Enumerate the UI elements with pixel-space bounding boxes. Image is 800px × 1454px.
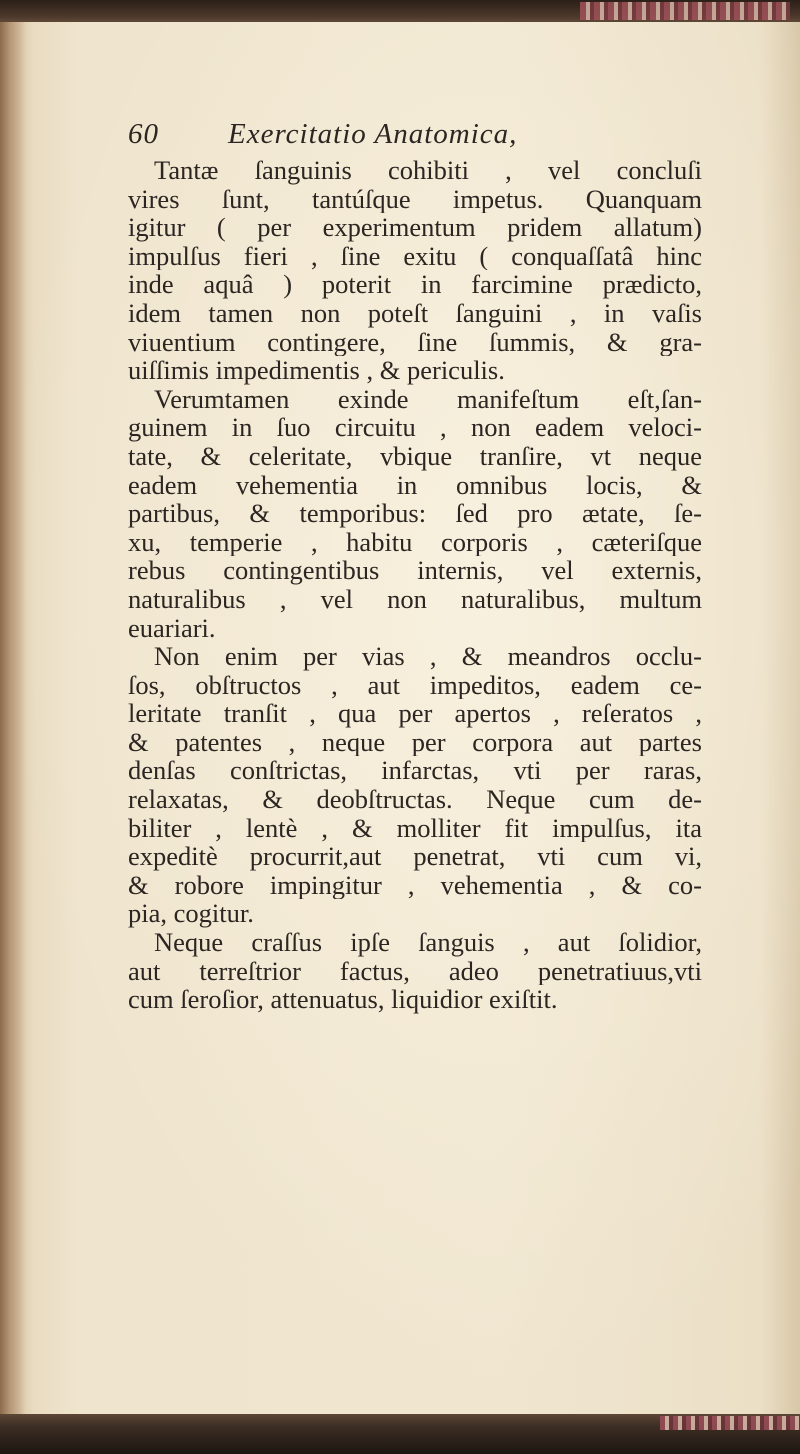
running-header: [128, 120, 702, 156]
text-block: [128, 120, 702, 1014]
text-line: cum ſeroſior, attenuatus, liquidior exiſtit.: [128, 985, 558, 1014]
text-line: uiſſimis impedimentis , & periculis.: [128, 356, 505, 385]
text-line: & robore impingitur , vehementia , & co-: [128, 870, 702, 900]
text-line: biliter , lentè , & molliter fit impulſus, ita: [128, 813, 702, 843]
text-line: tate, & celeritate, vbique tranſire, vt neque: [128, 441, 702, 471]
text-line: rebus contingentibus internis, vel externis,: [128, 556, 702, 585]
text-line: Neque craſſus ipſe ſanguis , aut ſolidior,: [154, 928, 702, 957]
paragraph-2: [128, 385, 702, 642]
text-line: igitur ( per experimentum pridem allatum): [128, 213, 702, 242]
text-line: Tantæ ſanguinis cohibiti , vel concluſi: [154, 156, 702, 185]
headband-thread: [580, 2, 790, 20]
text-line: euariari.: [128, 613, 216, 643]
paragraph-4: [128, 928, 702, 1014]
text-line: guinem in ſuo circuitu , non eadem veloci-: [128, 413, 702, 442]
text-line: inde aquâ ) poterit in farcimine prædicto,: [128, 270, 702, 299]
text-line: Verumtamen exinde manifeſtum eſt,ſan-: [154, 384, 702, 414]
text-line: naturalibus , vel non naturalibus, multum: [128, 584, 702, 614]
text-line: relaxatas, & deobſtructas. Neque cum de-: [128, 785, 702, 814]
page-gutter: [0, 22, 26, 1416]
text-line: idem tamen non poteſt ſanguini , in vaſis: [128, 298, 702, 328]
page-sheet: [0, 22, 800, 1416]
text-line: Non enim per vias , & meandros occlu-: [154, 642, 702, 671]
text-line: pia, cogitur.: [128, 899, 254, 929]
text-line: viuentium contingere, ſine ſummis, & gra-: [128, 327, 702, 357]
paragraph-3: [128, 642, 702, 928]
tailband-thread: [660, 1416, 800, 1430]
text-line: expeditè procurrit,aut penetrat, vti cum vi,: [128, 842, 702, 871]
text-line: impulſus fieri , ſine exitu ( conquaſſatâ hinc: [128, 241, 702, 271]
text-line: ſos, obſtructos , aut impeditos, eadem ce-: [128, 670, 702, 700]
text-line: leritate tranſit , qua per apertos , reſeratos ,: [128, 699, 702, 728]
running-title: Exercitatio Anatomica,: [228, 118, 518, 150]
bottom-binding-edge: [0, 1414, 800, 1454]
text-line: & patentes , neque per corpora aut partes: [128, 727, 702, 757]
text-line: aut terreſtrior factus, adeo penetratiuus,vti: [128, 956, 702, 986]
text-line: denſas conſtrictas, infarctas, vti per raras,: [128, 756, 702, 786]
paragraph-1: [128, 156, 702, 385]
text-line: xu, temperie , habitu corporis , cæteriſque: [128, 527, 702, 557]
text-line: vires ſunt, tantúſque impetus. Quanquam: [128, 184, 702, 214]
text-line: partibus, & temporibus: ſed pro ætate, ſe-: [128, 499, 702, 528]
page-number: 60: [128, 118, 159, 150]
text-line: eadem vehementia in omnibus locis, &: [128, 470, 702, 500]
